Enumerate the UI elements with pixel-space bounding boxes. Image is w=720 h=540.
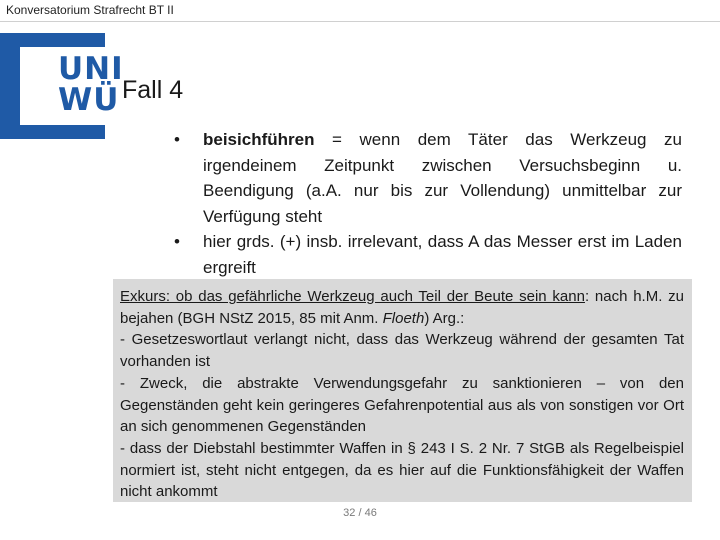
bullet-list (170, 127, 682, 280)
excursus-argument: - dass der Diebstahl bestimmter Waffen in § 243 I S. 2 Nr. 7 StGB als Regelbeispiel normiert ist, steht nicht entgegen, da es hier auf die Funktionsfähigkeit der Waffen nicht ankommt (120, 439, 684, 501)
bullet-text: hier grds. (+) insb. irrelevant, dass A das Messer erst im Laden ergreift (203, 232, 682, 277)
bullet-item-2 (170, 229, 682, 280)
bullet-term: beisichführen (203, 130, 315, 149)
excursus-argument: - Zweck, die abstrakte Verwendungsgefahr zu sanktionieren – von den Gegenständen geht kein geringeres Gefahrenpotential aus als von sonstigen vor Ort an sich genommenen Gegenständen (120, 374, 684, 436)
excursus-heading: Exkurs: ob das gefährliche Werkzeug auch Teil der Beute sein kann (120, 288, 585, 305)
logo-line-1: UNI (58, 51, 124, 87)
excursus-intro-text: : nach h.M. zu bejahen (BGH NStZ 2015, 85 mit Anm. (120, 288, 685, 327)
slide-title: Fall 4 (122, 76, 184, 104)
bullet-text: = wenn dem Täter das Werkzeug zu irgendeinem Zeitpunkt zwischen Versuchsbeginn u. Beendigung (a.A. nur bis zur Vollendung) unmittelbar zur Verfügung steht (203, 130, 682, 226)
excursus-intro-end: ) Arg.: (424, 309, 465, 327)
course-title: Konversatorium Strafrecht BT II (6, 3, 174, 17)
excursus-author: Floeth (382, 309, 425, 327)
excursus-box (113, 279, 692, 502)
logo-line-2: WÜ (58, 82, 120, 118)
excursus-argument: - Gesetzeswortlaut verlangt nicht, dass das Werkzeug während der gesamten Tat vorhanden ist (120, 331, 684, 371)
bullet-dot-icon: • (174, 232, 180, 251)
header-divider (0, 21, 720, 22)
page-number: 32 / 46 (343, 507, 377, 519)
bullet-item-1 (170, 127, 682, 229)
bullet-dot-icon: • (174, 130, 180, 149)
excursus-intro (120, 286, 684, 329)
logo-wordmark (58, 51, 124, 118)
